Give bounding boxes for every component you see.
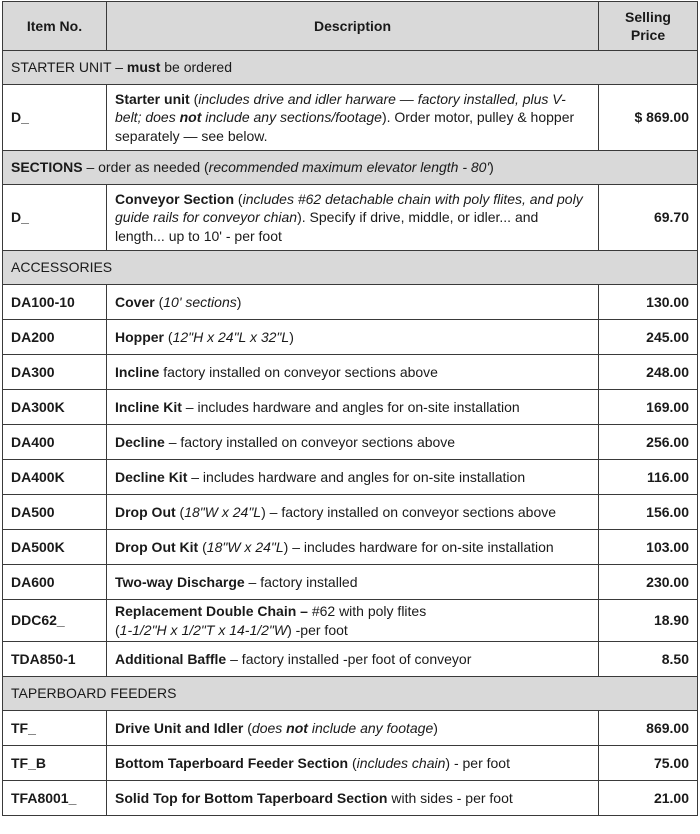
item-description: Incline Kit – includes hardware and angles for on-site installation xyxy=(107,390,599,425)
item-description: Drop Out Kit (18"W x 24"L) – includes hardware for on-site installation xyxy=(107,530,599,565)
item-description: Solid Top for Bottom Taperboard Section with sides - per foot xyxy=(107,781,599,816)
table-row xyxy=(3,285,698,320)
item-description: Hopper (12"H x 24"L x 32"L) xyxy=(107,320,599,355)
section-accessories xyxy=(3,251,698,285)
item-number: D_ xyxy=(3,185,107,251)
item-number: DA500 xyxy=(3,495,107,530)
table-row xyxy=(3,711,698,746)
item-price: 116.00 xyxy=(599,460,698,495)
item-price: 156.00 xyxy=(599,495,698,530)
item-description: Drive Unit and Idler (does not include any footage) xyxy=(107,711,599,746)
table-row xyxy=(3,781,698,816)
section-label: TAPERBOARD FEEDERS xyxy=(3,677,698,711)
item-description: Starter unit (includes drive and idler harware — factory installed, plus V-belt; does not include any sections/footage). Order motor, pulley & hopper separately — see below. xyxy=(107,85,599,151)
table-row xyxy=(3,85,698,151)
table-row xyxy=(3,530,698,565)
header-selling-price xyxy=(599,2,698,51)
item-number: DA300 xyxy=(3,355,107,390)
section-label: ACCESSORIES xyxy=(3,251,698,285)
section-label: SECTIONS – order as needed (recommended maximum elevator length - 80') xyxy=(3,151,698,185)
item-number: DDC62_ xyxy=(3,600,107,642)
table-row xyxy=(3,320,698,355)
item-description: Replacement Double Chain – #62 with poly flites (1-1/2"H x 1/2"T x 14-1/2"W) -per foot xyxy=(107,600,599,642)
item-description: Additional Baffle – factory installed -per foot of conveyor xyxy=(107,642,599,677)
item-number: DA500K xyxy=(3,530,107,565)
item-price: 21.00 xyxy=(599,781,698,816)
item-description: Conveyor Section (includes #62 detachable chain with poly flites, and poly guide rails for conveyor chian). Specify if drive, middle, or idler... and length... up to 10' - per foot xyxy=(107,185,599,251)
item-price: 130.00 xyxy=(599,285,698,320)
item-price: $ 869.00 xyxy=(599,85,698,151)
table-row xyxy=(3,495,698,530)
item-description: Decline Kit – includes hardware and angles for on-site installation xyxy=(107,460,599,495)
item-number: TF_ xyxy=(3,711,107,746)
item-description: Incline factory installed on conveyor sections above xyxy=(107,355,599,390)
table-row xyxy=(3,600,698,642)
item-description: Bottom Taperboard Feeder Section (includes chain) - per foot xyxy=(107,746,599,781)
table-row xyxy=(3,185,698,251)
item-number: TF_B xyxy=(3,746,107,781)
header-description: Description xyxy=(107,2,599,51)
item-price: 230.00 xyxy=(599,565,698,600)
item-description: Cover (10' sections) xyxy=(107,285,599,320)
item-number: DA300K xyxy=(3,390,107,425)
item-price: 69.70 xyxy=(599,185,698,251)
item-number: D_ xyxy=(3,85,107,151)
item-description: Decline – factory installed on conveyor sections above xyxy=(107,425,599,460)
item-price: 18.90 xyxy=(599,600,698,642)
header-price-line1: Selling xyxy=(625,8,671,25)
table-row xyxy=(3,642,698,677)
table-row xyxy=(3,460,698,495)
item-price: 245.00 xyxy=(599,320,698,355)
item-number: DA400 xyxy=(3,425,107,460)
item-number: DA200 xyxy=(3,320,107,355)
section-sections xyxy=(3,151,698,185)
item-price: 869.00 xyxy=(599,711,698,746)
section-taperboard-feeders xyxy=(3,677,698,711)
section-starter-unit xyxy=(3,51,698,85)
header-item-no: Item No. xyxy=(3,2,107,51)
item-price: 169.00 xyxy=(599,390,698,425)
table-row xyxy=(3,390,698,425)
item-description: Drop Out (18"W x 24"L) – factory installed on conveyor sections above xyxy=(107,495,599,530)
header-row xyxy=(3,2,698,51)
table-row xyxy=(3,425,698,460)
table-row xyxy=(3,746,698,781)
item-number: DA400K xyxy=(3,460,107,495)
item-number: TDA850-1 xyxy=(3,642,107,677)
item-price: 103.00 xyxy=(599,530,698,565)
item-price: 8.50 xyxy=(599,642,698,677)
header-price-line2: Price xyxy=(630,27,666,43)
item-number: TFA8001_ xyxy=(3,781,107,816)
item-number: DA600 xyxy=(3,565,107,600)
item-description: Two-way Discharge – factory installed xyxy=(107,565,599,600)
price-list-table xyxy=(2,1,698,816)
item-number: DA100-10 xyxy=(3,285,107,320)
section-label: STARTER UNIT – must be ordered xyxy=(3,51,698,85)
table-row xyxy=(3,355,698,390)
item-price: 248.00 xyxy=(599,355,698,390)
table-row xyxy=(3,565,698,600)
item-price: 75.00 xyxy=(599,746,698,781)
item-price: 256.00 xyxy=(599,425,698,460)
